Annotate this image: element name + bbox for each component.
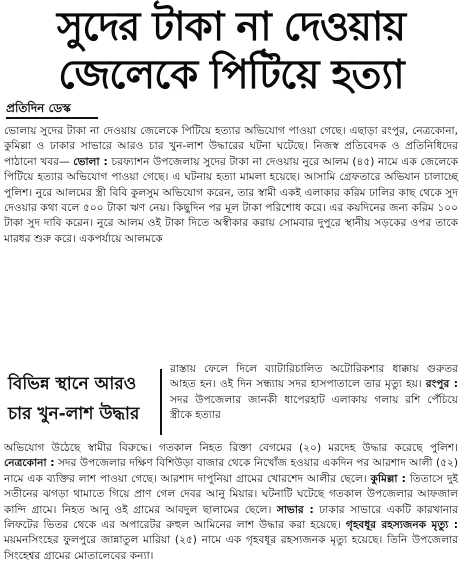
side-text: রাস্তায় ফেলে দিলে ব্যাটারিচালিত অটোরিকশার ধাক্কায় গুরুতর আহত হন। ওই দিন সন্ধ্যায় সদর হাসপাতালে তার মৃত্যু হয়।	[170, 363, 458, 391]
headline-line-2: জেলেকে পিটিয়ে হত্যা	[58, 52, 404, 98]
netrokona-text: সদর উপজেলার দক্ষিণ বিশিউড়া বাজার থেকে নিখোঁজ হওয়ার একদিন পর আরশাদ আলী (৫২) নামে এক ব্যক্তির লাশ পাওয়া গেছে। আরশাদ দাপুনিয়া গ্রামের খোরশেদ আলীর ছেলে।	[4, 457, 458, 485]
savar-label: সাভার :	[276, 503, 314, 516]
rangpur-text: সদর উপজেলার জানকী ধাপেরহাট এলাকায় গলায় রশি পেঁচিয়ে স্ত্রীকে হত্যার	[170, 393, 458, 422]
lead-text: ভোলায় সুদের টাকা না দেওয়ায় জেলেকে পিটিয়ে হত্যার অভিযোগ পাওয়া গেছে। এছাড়া রংপুর, নেত্রকোনা, কুমিল্লা ও ঢাকার সাভারে আরও চার খুন-লাশ উদ্ধারের ঘটনা ঘটেছে। নিজস্ব প্রতিবেদক ও প্রতিনিধিদের পাঠানো খবর—	[4, 125, 458, 168]
bhola-text: চরফ্যাশন উপজেলায় সুদের টাকা না দেওয়ায় নুরে আলম (৪৫) নামে এক জেলেকে পিটিয়ে হত্যার অভিযোগ পাওয়া গেছে। এ ঘটনায় হত্যা মামলা হয়েছে। আসামি গ্রেফতারে অভিযান চালাচ্ছে পুলিশ। নুরে আলমের স্ত্রী বিবি কুলসুম অভিযোগ করেন, তার স্বামী একই এলাকার করিম ঢালির কাছ থেকে সুদ দেওয়ার কথা বলে ৫০০ টাকা ঋণ নেয়। কিছুদিন পর মূল টাকা পরিশোধ করে। এর কয়দিনের জন্য করিম ১০০ টাকা সুদ দাবি করেন। নুরে আলম ওই টাকা দিতে অস্বীকার করায় সোমবার দুপুরে স্থানীয় সড়কের ওপর তাকে মারধর শুরু করে। একপর্যায়ে আলমকে	[4, 155, 459, 245]
rangpur-label: রংপুর :	[425, 378, 458, 391]
housewife-label: গৃহবধূর রহস্যজনক মৃত্যু :	[345, 519, 458, 532]
subheading-box	[8, 369, 162, 435]
cumilla-text: তিতাসে দুই সতীনের ঝগড়া থামাতে গিয়ে প্রাণ গেল দেবর আনু মিয়ার। ঘটনাটি ঘটেছে গতকাল উপজেলার আফজাল কান্দি গ্রামে। নিহত আনু ওই গ্রামের আবদুল ছালামের ছেলে।	[4, 472, 459, 516]
cumilla-label: কুমিল্লা :	[370, 472, 406, 485]
netrokona-label: নেত্রকোনা :	[4, 457, 55, 470]
byline-underline	[6, 117, 98, 119]
article-side-column	[170, 362, 458, 440]
housewife-text: ময়মনসিংহের ফুলপুরে জান্নাতুল মারিয়া (২৫) নামে এক গৃহবধূর রহস্যজনক মৃত্যু হয়েছে। তিনি উপজেলার সিংহেশ্বর গ্রামের মোতালেবের কন্যা।	[4, 534, 458, 562]
bhola-label: ভোলা :	[73, 155, 108, 168]
article-paragraph-2	[4, 441, 459, 562]
subheading-line-1: বিভিন্ন স্থানে আরও	[8, 374, 137, 394]
continuation-text: অভিযোগ উঠেছে স্বামীর বিরুদ্ধে। গতকাল নিহত রিক্তা বেগমের (২০) মরদেহ উদ্ধার করেছে পুলিশ।	[4, 442, 458, 454]
savar-text: ঢাকার সাভারে একটি কারখানার লিফটের ভিতর থেকে এর অপারেটর রুহুল আমিনের লাশ উদ্ধার করা হয়েছে।	[4, 503, 459, 532]
article-paragraph-1	[4, 124, 458, 364]
headline-line-1: সুদের টাকা না দেওয়ায়	[56, 4, 406, 50]
desk-byline: প্রতিদিন ডেস্ক	[6, 101, 71, 115]
subheading-line-2: চার খুন-লাশ উদ্ধার	[8, 404, 140, 424]
